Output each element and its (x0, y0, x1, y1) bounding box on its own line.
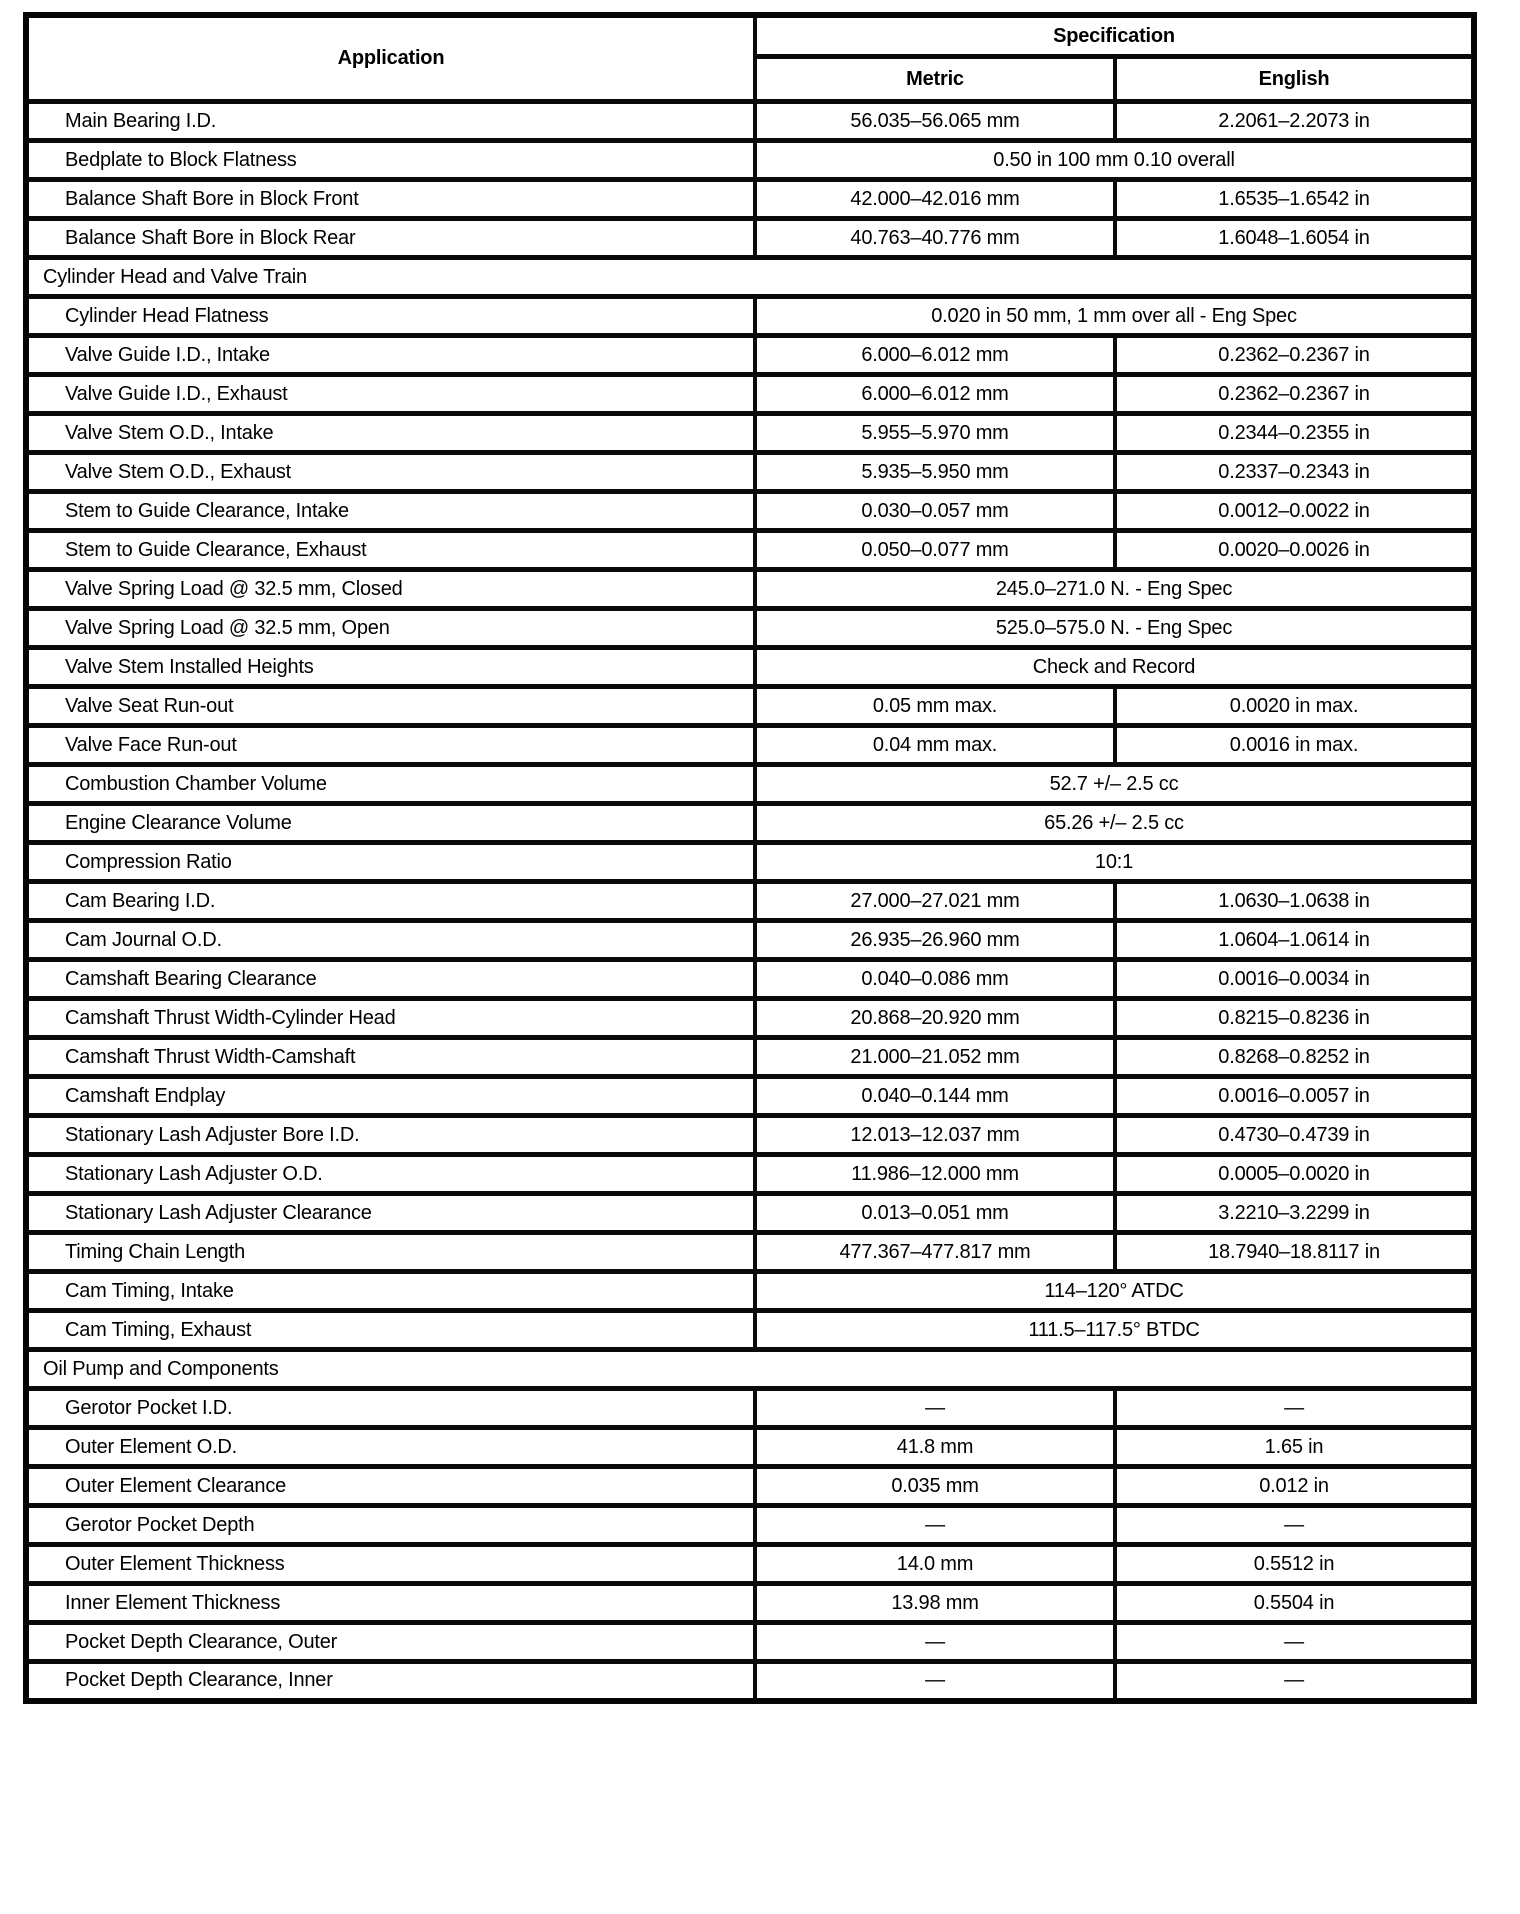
table-row (26, 570, 1474, 609)
table-row (26, 219, 1474, 258)
application-cell: Stationary Lash Adjuster Clearance (26, 1194, 755, 1233)
application-cell: Engine Clearance Volume (26, 804, 755, 843)
table-row (26, 180, 1474, 219)
english-cell: 1.6048–1.6054 in (1115, 219, 1474, 258)
application-cell: Camshaft Endplay (26, 1077, 755, 1116)
metric-cell: — (755, 1662, 1115, 1701)
metric-cell: 20.868–20.920 mm (755, 999, 1115, 1038)
metric-cell: 0.050–0.077 mm (755, 531, 1115, 570)
english-cell: 18.7940–18.8117 in (1115, 1233, 1474, 1272)
english-cell: 0.2362–0.2367 in (1115, 375, 1474, 414)
english-cell: 0.2337–0.2343 in (1115, 453, 1474, 492)
english-cell: 0.5512 in (1115, 1545, 1474, 1584)
english-cell: 1.65 in (1115, 1428, 1474, 1467)
table-row (26, 1467, 1474, 1506)
application-cell: Stationary Lash Adjuster Bore I.D. (26, 1116, 755, 1155)
col-header-english: English (1115, 57, 1474, 102)
metric-cell: 477.367–477.817 mm (755, 1233, 1115, 1272)
english-cell: 0.8215–0.8236 in (1115, 999, 1474, 1038)
table-row (26, 375, 1474, 414)
table-row (26, 1272, 1474, 1311)
table-row (26, 1662, 1474, 1701)
application-cell: Valve Stem Installed Heights (26, 648, 755, 687)
table-row (26, 1584, 1474, 1623)
english-cell: 0.8268–0.8252 in (1115, 1038, 1474, 1077)
table-row (26, 1311, 1474, 1350)
application-cell: Valve Guide I.D., Intake (26, 336, 755, 375)
english-cell: 0.4730–0.4739 in (1115, 1116, 1474, 1155)
metric-cell: 0.040–0.144 mm (755, 1077, 1115, 1116)
english-cell: 2.2061–2.2073 in (1115, 102, 1474, 141)
table-row (26, 1623, 1474, 1662)
english-cell: 0.0016–0.0034 in (1115, 960, 1474, 999)
table-row (26, 1545, 1474, 1584)
metric-cell: 26.935–26.960 mm (755, 921, 1115, 960)
table-row (26, 999, 1474, 1038)
application-cell: Stationary Lash Adjuster O.D. (26, 1155, 755, 1194)
application-cell: Balance Shaft Bore in Block Front (26, 180, 755, 219)
table-row (26, 1233, 1474, 1272)
table-row (26, 726, 1474, 765)
spec-value-cell: Check and Record (755, 648, 1474, 687)
table-row (26, 843, 1474, 882)
table-row (26, 1389, 1474, 1428)
metric-cell: 56.035–56.065 mm (755, 102, 1115, 141)
application-cell: Valve Face Run-out (26, 726, 755, 765)
application-cell: Valve Guide I.D., Exhaust (26, 375, 755, 414)
spec-table-body (26, 102, 1474, 1701)
application-cell: Valve Spring Load @ 32.5 mm, Open (26, 609, 755, 648)
english-cell: 0.2344–0.2355 in (1115, 414, 1474, 453)
application-cell: Bedplate to Block Flatness (26, 141, 755, 180)
english-cell: 1.6535–1.6542 in (1115, 180, 1474, 219)
application-cell: Stem to Guide Clearance, Exhaust (26, 531, 755, 570)
metric-cell: 13.98 mm (755, 1584, 1115, 1623)
spec-value-cell: 52.7 +/– 2.5 cc (755, 765, 1474, 804)
table-row (26, 297, 1474, 336)
spec-value-cell: 0.50 in 100 mm 0.10 overall (755, 141, 1474, 180)
application-cell: Pocket Depth Clearance, Outer (26, 1623, 755, 1662)
application-cell: Timing Chain Length (26, 1233, 755, 1272)
application-cell: Balance Shaft Bore in Block Rear (26, 219, 755, 258)
english-cell: — (1115, 1506, 1474, 1545)
english-cell: 0.2362–0.2367 in (1115, 336, 1474, 375)
spec-table-header (26, 15, 1474, 102)
table-row (26, 1116, 1474, 1155)
english-cell: — (1115, 1389, 1474, 1428)
application-cell: Camshaft Thrust Width-Cylinder Head (26, 999, 755, 1038)
table-row (26, 609, 1474, 648)
spec-value-cell: 0.020 in 50 mm, 1 mm over all - Eng Spec (755, 297, 1474, 336)
table-row (26, 687, 1474, 726)
spec-value-cell: 525.0–575.0 N. - Eng Spec (755, 609, 1474, 648)
application-cell: Compression Ratio (26, 843, 755, 882)
english-cell: 0.0016 in max. (1115, 726, 1474, 765)
english-cell: 0.0012–0.0022 in (1115, 492, 1474, 531)
metric-cell: 0.040–0.086 mm (755, 960, 1115, 999)
application-cell: Cam Timing, Exhaust (26, 1311, 755, 1350)
application-cell: Gerotor Pocket I.D. (26, 1389, 755, 1428)
application-cell: Gerotor Pocket Depth (26, 1506, 755, 1545)
application-cell: Valve Spring Load @ 32.5 mm, Closed (26, 570, 755, 609)
application-cell: Outer Element Thickness (26, 1545, 755, 1584)
spec-value-cell: 65.26 +/– 2.5 cc (755, 804, 1474, 843)
english-cell: 1.0630–1.0638 in (1115, 882, 1474, 921)
application-cell: Valve Seat Run-out (26, 687, 755, 726)
metric-cell: 5.955–5.970 mm (755, 414, 1115, 453)
header-row-top (26, 15, 1474, 57)
metric-cell: 27.000–27.021 mm (755, 882, 1115, 921)
table-row (26, 1428, 1474, 1467)
english-cell: — (1115, 1623, 1474, 1662)
metric-cell: 14.0 mm (755, 1545, 1115, 1584)
table-row (26, 141, 1474, 180)
metric-cell: 0.05 mm max. (755, 687, 1115, 726)
application-cell: Pocket Depth Clearance, Inner (26, 1662, 755, 1701)
application-cell: Cam Journal O.D. (26, 921, 755, 960)
table-row (26, 492, 1474, 531)
metric-cell: 0.035 mm (755, 1467, 1115, 1506)
english-cell: — (1115, 1662, 1474, 1701)
table-row (26, 414, 1474, 453)
table-row (26, 531, 1474, 570)
metric-cell: 42.000–42.016 mm (755, 180, 1115, 219)
metric-cell: 11.986–12.000 mm (755, 1155, 1115, 1194)
metric-cell: 0.04 mm max. (755, 726, 1115, 765)
metric-cell: — (755, 1389, 1115, 1428)
section-row (26, 258, 1474, 297)
metric-cell: 12.013–12.037 mm (755, 1116, 1115, 1155)
table-row (26, 1194, 1474, 1233)
application-cell: Stem to Guide Clearance, Intake (26, 492, 755, 531)
metric-cell: 21.000–21.052 mm (755, 1038, 1115, 1077)
table-row (26, 1155, 1474, 1194)
application-cell: Outer Element Clearance (26, 1467, 755, 1506)
table-row (26, 804, 1474, 843)
col-header-metric: Metric (755, 57, 1115, 102)
section-label: Oil Pump and Components (26, 1350, 1474, 1389)
table-row (26, 921, 1474, 960)
table-row (26, 102, 1474, 141)
application-cell: Camshaft Thrust Width-Camshaft (26, 1038, 755, 1077)
table-row (26, 453, 1474, 492)
application-cell: Inner Element Thickness (26, 1584, 755, 1623)
application-cell: Combustion Chamber Volume (26, 765, 755, 804)
english-cell: 0.0016–0.0057 in (1115, 1077, 1474, 1116)
table-row (26, 765, 1474, 804)
application-cell: Cam Timing, Intake (26, 1272, 755, 1311)
english-cell: 3.2210–3.2299 in (1115, 1194, 1474, 1233)
table-row (26, 1077, 1474, 1116)
metric-cell: 5.935–5.950 mm (755, 453, 1115, 492)
spec-value-cell: 114–120° ATDC (755, 1272, 1474, 1311)
application-cell: Outer Element O.D. (26, 1428, 755, 1467)
metric-cell: 0.030–0.057 mm (755, 492, 1115, 531)
metric-cell: — (755, 1623, 1115, 1662)
english-cell: 0.012 in (1115, 1467, 1474, 1506)
spec-value-cell: 245.0–271.0 N. - Eng Spec (755, 570, 1474, 609)
application-cell: Valve Stem O.D., Exhaust (26, 453, 755, 492)
spec-value-cell: 10:1 (755, 843, 1474, 882)
table-row (26, 1506, 1474, 1545)
metric-cell: 0.013–0.051 mm (755, 1194, 1115, 1233)
table-row (26, 648, 1474, 687)
english-cell: 0.0020 in max. (1115, 687, 1474, 726)
application-cell: Main Bearing I.D. (26, 102, 755, 141)
metric-cell: 41.8 mm (755, 1428, 1115, 1467)
table-row (26, 336, 1474, 375)
application-cell: Camshaft Bearing Clearance (26, 960, 755, 999)
english-cell: 0.0005–0.0020 in (1115, 1155, 1474, 1194)
english-cell: 0.5504 in (1115, 1584, 1474, 1623)
table-row (26, 882, 1474, 921)
section-row (26, 1350, 1474, 1389)
col-header-specification: Specification (755, 15, 1474, 57)
metric-cell: 6.000–6.012 mm (755, 375, 1115, 414)
english-cell: 1.0604–1.0614 in (1115, 921, 1474, 960)
english-cell: 0.0020–0.0026 in (1115, 531, 1474, 570)
table-row (26, 960, 1474, 999)
application-cell: Cam Bearing I.D. (26, 882, 755, 921)
application-cell: Valve Stem O.D., Intake (26, 414, 755, 453)
metric-cell: 6.000–6.012 mm (755, 336, 1115, 375)
section-label: Cylinder Head and Valve Train (26, 258, 1474, 297)
table-row (26, 1038, 1474, 1077)
metric-cell: 40.763–40.776 mm (755, 219, 1115, 258)
spec-table (23, 12, 1477, 1704)
application-cell: Cylinder Head Flatness (26, 297, 755, 336)
metric-cell: — (755, 1506, 1115, 1545)
col-header-application: Application (26, 15, 755, 102)
spec-value-cell: 111.5–117.5° BTDC (755, 1311, 1474, 1350)
